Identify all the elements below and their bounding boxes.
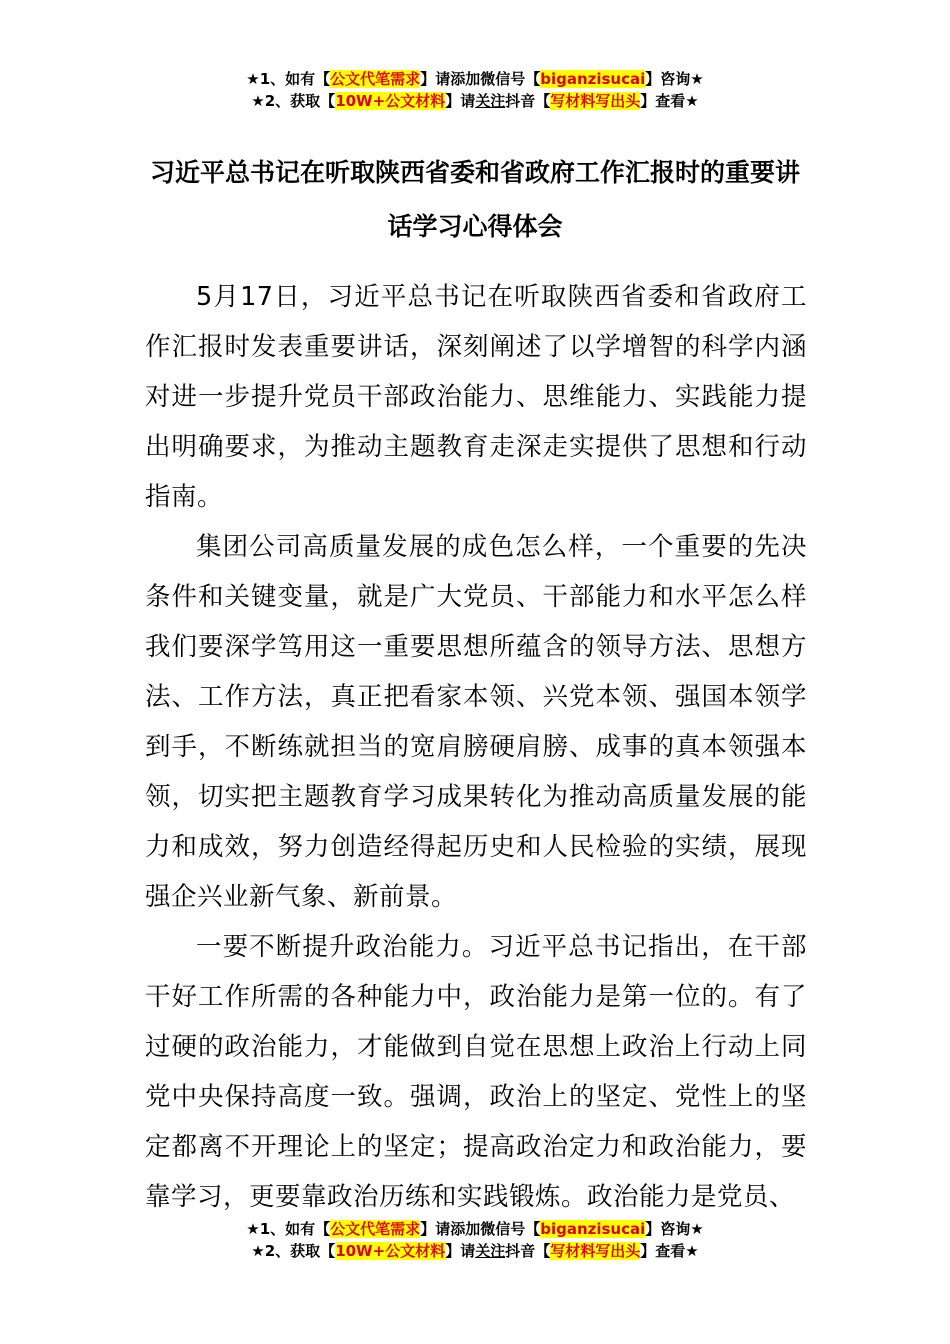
promo-line-1 xyxy=(0,1218,950,1240)
douyin-account-highlight: 写材料写出头 xyxy=(550,1242,641,1260)
promo-text: 】咨询★ xyxy=(645,70,704,88)
paragraph: 一要不断提升政治能力。习近平总书记指出，在干部干好工作所需的各种能力中，政治能力是第一位的。有了过硬的政治能力，才能做到自觉在思想上政治上行动上同党中央保持高度一致。强调，政治上的坚定、党性上的坚定都离不开理论上的坚定；提高政治定力和政治能力，要靠学习，更要靠政治历练和实践锻炼。政治能力是党员、 xyxy=(145,932,807,1212)
document-title: 习近平总书记在听取陕西省委和省政府工作汇报时的重要讲话学习心得体会 xyxy=(149,158,800,241)
promo-text: 】请添加微信号【 xyxy=(420,70,541,88)
wechat-id-highlight: biganzisucai xyxy=(540,1220,646,1238)
promo-highlight: 10W+公文材料 xyxy=(335,92,446,110)
promo-highlight: 10W+公文材料 xyxy=(335,1242,446,1260)
promo-highlight: 公文代笔需求 xyxy=(330,1220,421,1238)
wechat-id-highlight: biganzisucai xyxy=(540,70,646,88)
promo-text: 】请 xyxy=(445,1242,476,1260)
promo-line-2 xyxy=(0,90,950,112)
promo-text: 抖音【 xyxy=(505,1242,551,1260)
douyin-account-highlight: 写材料写出头 xyxy=(550,92,641,110)
promo-text: ★1、如有【 xyxy=(246,1220,331,1238)
promo-underline: 关注 xyxy=(475,92,506,110)
document-body xyxy=(145,272,807,1222)
promo-text: ★2、获取【 xyxy=(251,1242,336,1260)
promo-text: 】咨询★ xyxy=(645,1220,704,1238)
promo-text: 】请 xyxy=(445,92,476,110)
promo-line-2 xyxy=(0,1240,950,1262)
promo-text: ★2、获取【 xyxy=(251,92,336,110)
promo-highlight: 公文代笔需求 xyxy=(330,70,421,88)
promo-text: ★1、如有【 xyxy=(246,70,331,88)
promo-text: 抖音【 xyxy=(505,92,551,110)
header-promo xyxy=(0,68,950,112)
promo-text: 】请添加微信号【 xyxy=(420,1220,541,1238)
promo-text: 】查看★ xyxy=(640,1242,699,1260)
promo-underline: 关注 xyxy=(475,1242,506,1260)
paragraph: 5月17日，习近平总书记在听取陕西省委和省政府工作汇报时发表重要讲话，深刻阐述了以学增智的科学内涵对进一步提升党员干部政治能力、思维能力、实践能力提出明确要求，为推动主题教育走深走实提供了思想和行动指南。 xyxy=(145,282,807,512)
promo-line-1 xyxy=(0,68,950,90)
promo-text: 】查看★ xyxy=(640,92,699,110)
footer-promo xyxy=(0,1218,950,1262)
paragraph: 集团公司高质量发展的成色怎么样，一个重要的先决条件和关键变量，就是广大党员、干部能力和水平怎么样我们要深学笃用这一重要思想所蕴含的领导方法、思想方法、工作方法，真正把看家本领、兴党本领、强国本领学到手，不断练就担当的宽肩膀硬肩膀、成事的真本领强本领，切实把主题教育学习成果转化为推动高质量发展的能力和成效，努力创造经得起历史和人民检验的实绩，展现强企兴业新气象、新前景。 xyxy=(145,532,807,912)
